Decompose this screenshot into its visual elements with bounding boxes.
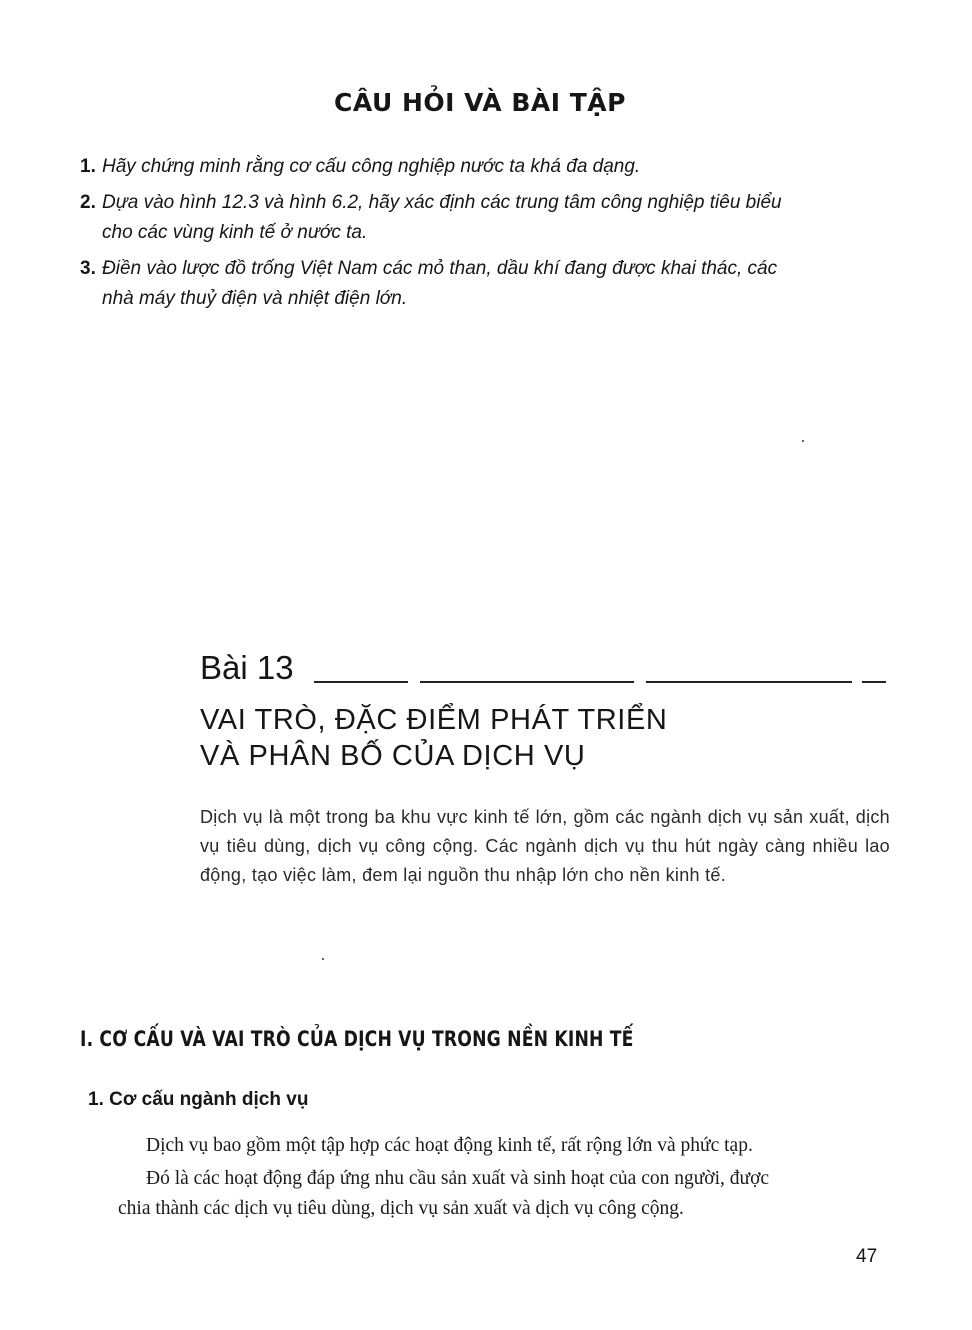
- question-1: [80, 152, 890, 182]
- lesson-label: Bài 13: [200, 649, 294, 686]
- question-number: 2.: [80, 192, 96, 213]
- question-text-continued: cho các vùng kinh tế ở nước ta.: [102, 222, 368, 243]
- question-2: [80, 188, 890, 248]
- question-3: [80, 254, 890, 314]
- body-paragraph-2-line-1: Đó là các hoạt động đáp ứng nhu cầu sản xuất và sinh hoạt của con người, được: [146, 1168, 770, 1189]
- scan-speck: [802, 440, 804, 442]
- review-section-title: CÂU HỎI VÀ BÀI TẬP: [334, 88, 626, 117]
- section-heading: I. CƠ CẤU VÀ VAI TRÒ CỦA DỊCH VỤ TRONG NỀN KINH TẾ: [80, 1027, 634, 1051]
- lesson-intro: Dịch vụ là một trong ba khu vực kinh tế lớn, gồm các ngành dịch vụ sản xuất, dịch vụ tiêu dùng, dịch vụ công cộng. Các ngành dịch vụ thu hút ngày càng nhiều lao động, tạo việc làm, đem lại nguồn thu nhập lớn cho nền kinh tế.: [200, 807, 890, 885]
- lesson-title-line-1: VAI TRÒ, ĐẶC ĐIỂM PHÁT TRIỂN: [200, 704, 668, 736]
- subsection-heading: 1. Cơ cấu ngành dịch vụ: [88, 1089, 309, 1110]
- scan-speck: [322, 958, 324, 960]
- page-number: 47: [856, 1246, 878, 1267]
- question-number: 3.: [80, 258, 96, 279]
- question-text: Dựa vào hình 12.3 và hình 6.2, hãy xác định các trung tâm công nghiệp tiêu biểu: [102, 192, 782, 213]
- body-paragraph-1: Dịch vụ bao gồm một tập hợp các hoạt động kinh tế, rất rộng lớn và phức tạp.: [146, 1135, 753, 1156]
- lesson-rule-segment: [862, 681, 886, 683]
- question-text-continued: nhà máy thuỷ điện và nhiệt điện lớn.: [102, 288, 408, 309]
- question-text: Điền vào lược đồ trống Việt Nam các mỏ than, dầu khí đang được khai thác, các: [102, 258, 778, 279]
- body-paragraph-2-line-2: chia thành các dịch vụ tiêu dùng, dịch vụ sản xuất và dịch vụ công cộng.: [118, 1198, 684, 1219]
- lesson-rule-segment: [420, 681, 634, 683]
- lesson-rule-segment: [314, 681, 408, 683]
- lesson-title-line-2: VÀ PHÂN BỐ CỦA DỊCH VỤ: [200, 740, 586, 772]
- lesson-rule-segment: [646, 681, 852, 683]
- lesson-title: [200, 702, 667, 774]
- question-text: Hãy chứng minh rằng cơ cấu công nghiệp nước ta khá đa dạng.: [102, 156, 641, 177]
- question-number: 1.: [80, 156, 96, 177]
